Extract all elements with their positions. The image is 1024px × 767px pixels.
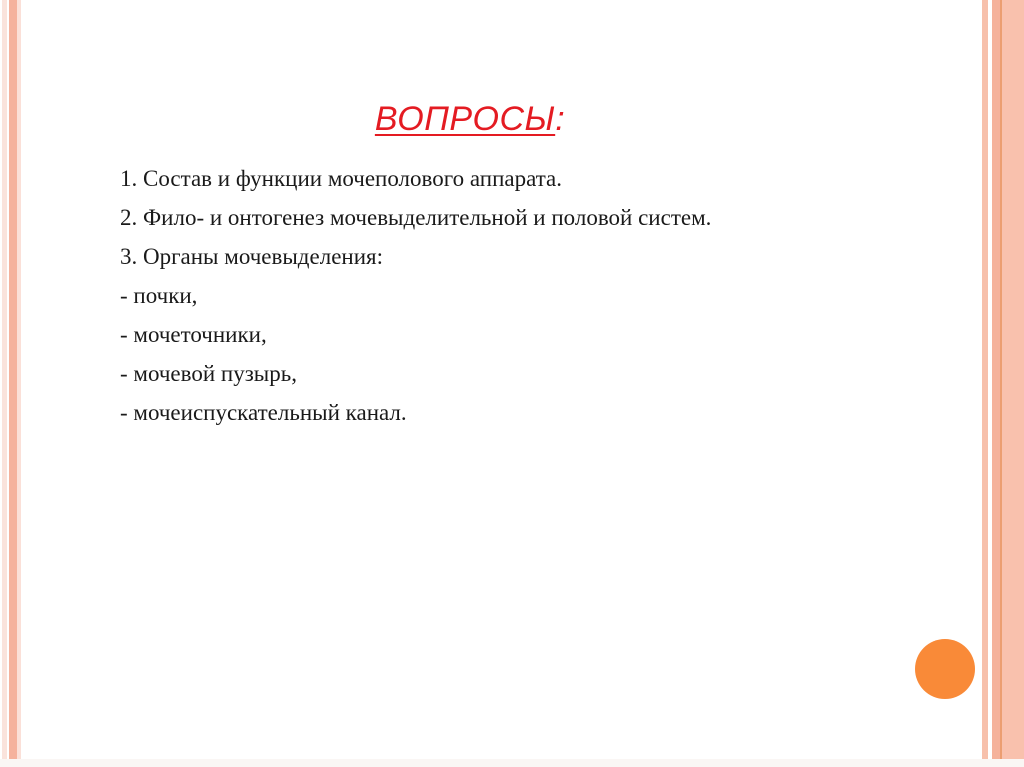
body-line-6: - мочевой пузырь, — [120, 361, 297, 386]
orange-circle — [915, 639, 975, 699]
body-line-4: - почки, — [120, 283, 198, 308]
body-line-3: 3. Органы мочевыделения: — [120, 244, 383, 269]
right-border-stripe-thin — [982, 0, 988, 767]
bottom-edge-strip — [0, 759, 1024, 767]
body-line-1: 1. Состав и функции мочеполового аппарата. — [120, 166, 562, 191]
slide-title-colon: : — [555, 100, 566, 138]
body-line-5: - мочеточники, — [120, 322, 267, 347]
body-line-2: 2. Фило- и онтогенез мочевыделительной и половой систем. — [120, 205, 712, 230]
right-border-band-light — [1002, 0, 1024, 767]
slide-title — [0, 100, 940, 139]
slide-body — [120, 159, 880, 432]
right-border-band-dark — [992, 0, 1000, 767]
slide-title-word: ВОПРОСЫ — [374, 100, 556, 138]
body-line-7: - мочеиспускательный канал. — [120, 400, 407, 425]
